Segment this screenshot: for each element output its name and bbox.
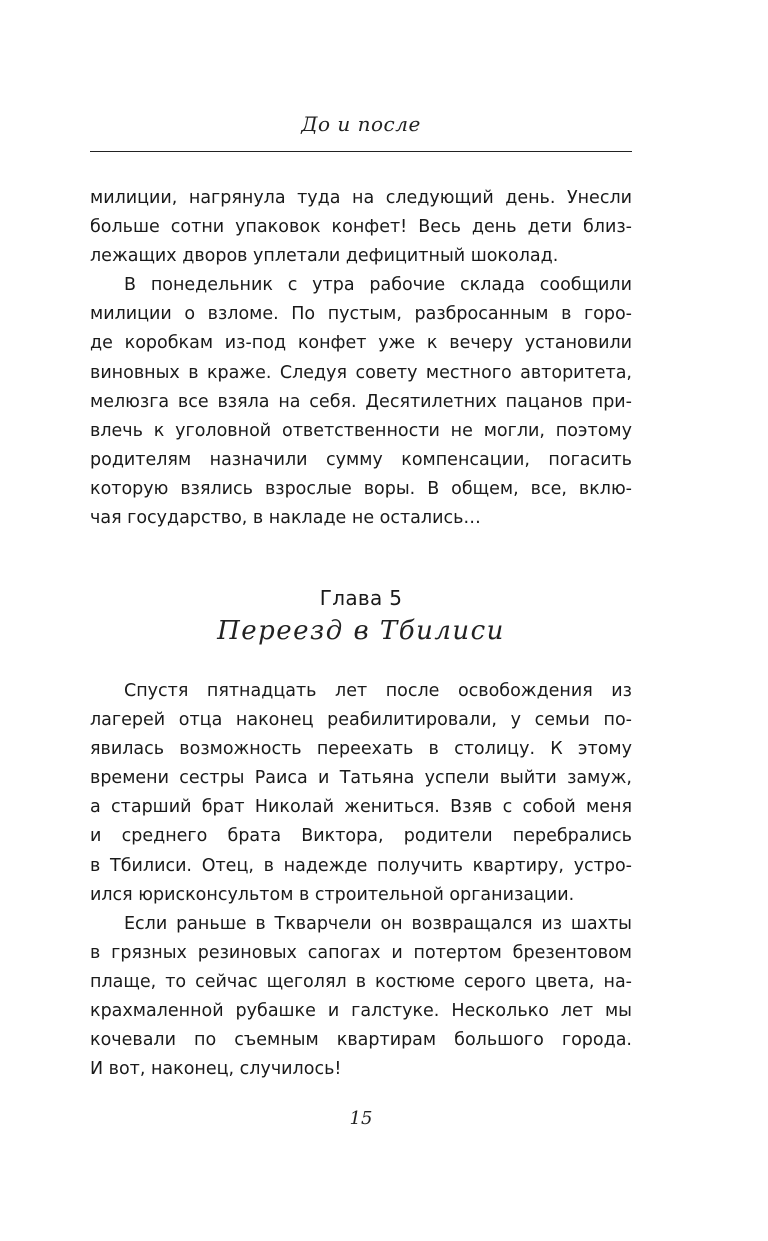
text-line: де коробкам из-под конфет уже к вечеру установили: [90, 333, 632, 354]
text-line: крахмаленной рубашке и галстуке. Несколько лет мы: [90, 1001, 632, 1022]
text-line: кочевали по съемным квартирам большого города.: [90, 1030, 632, 1051]
text-line: времени сестры Раиса и Татьяна успели выйти замуж,: [90, 768, 632, 789]
text-line: Спустя пятнадцать лет после освобождения из: [124, 681, 632, 701]
text-line: виновных в краже. Следуя совету местного авторитета,: [90, 362, 632, 383]
text-line: В понедельник с утра рабочие склада сообщили: [124, 275, 632, 296]
paragraph: [90, 677, 632, 910]
text-line: И вот, наконец, случилось!: [90, 1059, 342, 1080]
text-line: плаще, то сейчас щеголял в костюме серого цвета, на-: [90, 971, 632, 992]
header-divider: [90, 151, 632, 152]
text-line: родителям назначили сумму компенсации, погасить: [90, 449, 632, 470]
paragraph: [90, 184, 632, 271]
text-line: милиции, нагрянула туда на следующий день. Унесли: [90, 188, 632, 208]
text-line: в грязных резиновых сапогах и потертом брезентовом: [90, 942, 632, 963]
text-line: лежащих дворов уплетали дефицитный шоколад.: [90, 246, 559, 267]
text-line: милиции о взломе. По пустым, разбросанным в горо-: [90, 304, 632, 325]
text-line: лагерей отца наконец реабилитировали, у семьи по-: [90, 710, 632, 731]
text-line: и среднего брата Виктора, родители перебрались: [90, 826, 632, 847]
paragraph: [90, 271, 632, 533]
text-line: Если раньше в Ткварчели он возвращался из шахты: [124, 913, 632, 934]
text-block-chapter-5: [90, 677, 632, 1084]
text-line: а старший брат Николай жениться. Взяв с собой меня: [90, 797, 632, 818]
chapter-title: Переезд в Тбилиси: [217, 616, 505, 646]
text-line: больше сотни упаковок конфет! Весь день дети близ-: [90, 217, 632, 238]
text-line: в Тбилиси. Отец, в надежде получить квартиру, устро-: [90, 855, 632, 876]
text-line: чая государство, в накладе не остались…: [90, 508, 481, 529]
chapter-label: Глава 5: [319, 586, 403, 610]
text-line: явилась возможность переехать в столицу. К этому: [90, 739, 632, 760]
page-number: 15: [349, 1108, 373, 1129]
text-line: мелюзга все взяла на себя. Десятилетних пацанов при-: [90, 391, 632, 412]
text-line: которую взялись взрослые воры. В общем, все, вклю-: [90, 478, 632, 499]
text-line: влечь к уголовной ответственности не могли, поэтому: [90, 420, 632, 441]
running-head: До и после: [301, 112, 421, 136]
text-line: ился юрисконсультом в строительной организации.: [90, 884, 575, 905]
text-block-before-chapter: [90, 184, 632, 533]
paragraph: [90, 910, 632, 1085]
